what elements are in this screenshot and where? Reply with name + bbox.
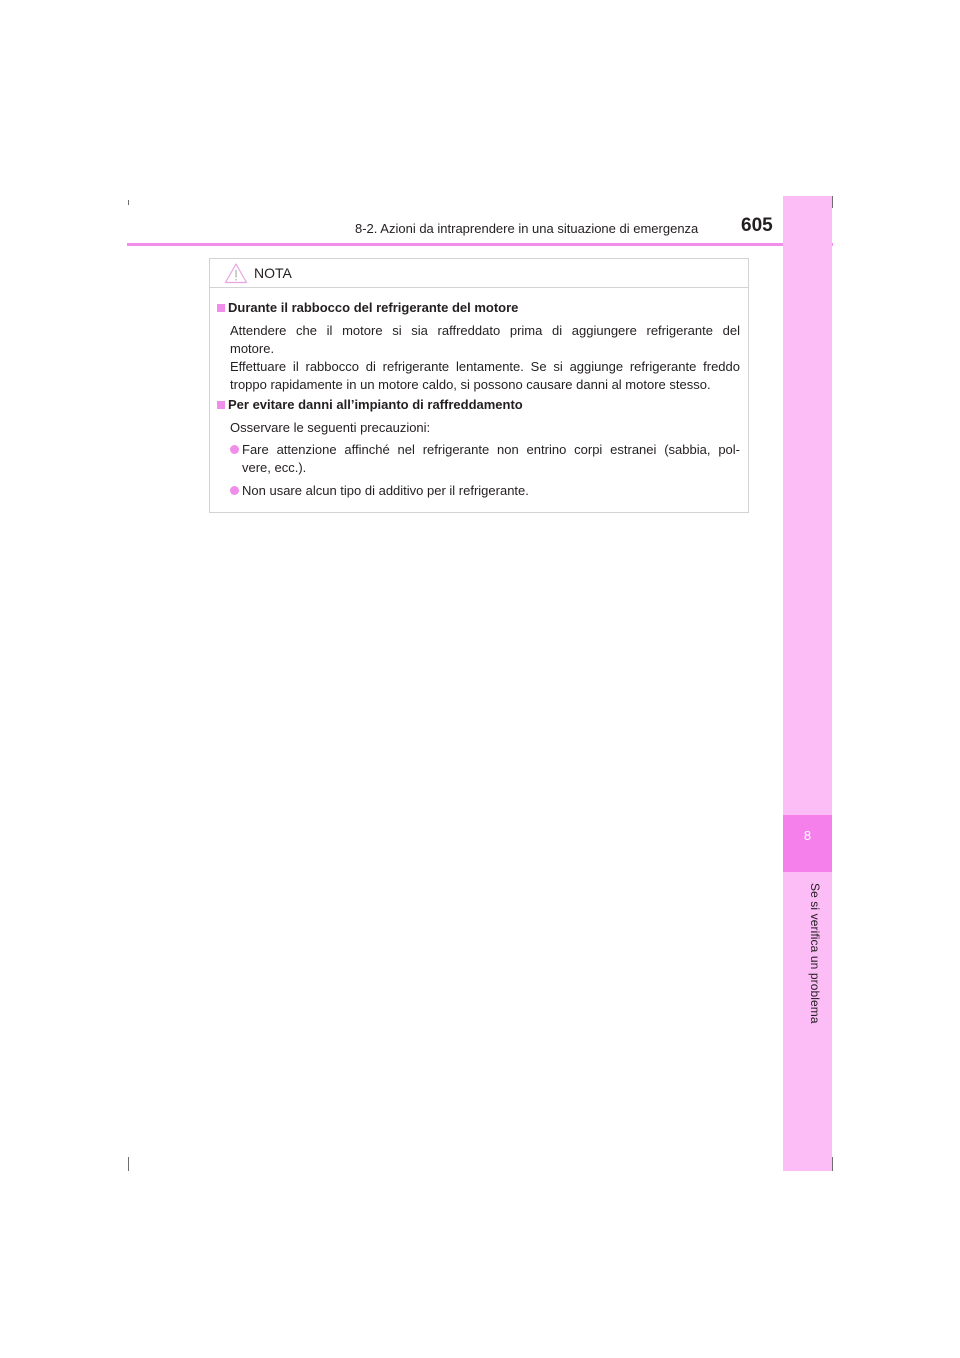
chapter-label: Se si verifica un problema bbox=[808, 883, 822, 1024]
crop-mark bbox=[832, 196, 833, 208]
paragraph-line: Attendere che il motore si sia raffreddato prima di aggiungere refrigerante del bbox=[230, 323, 740, 338]
crop-mark bbox=[832, 1157, 833, 1171]
page-number: 605 bbox=[741, 215, 773, 236]
chapter-number: 8 bbox=[803, 828, 812, 843]
section-heading: Per evitare danni all’impianto di raffreddamento bbox=[228, 397, 523, 412]
list-bullet-icon bbox=[230, 445, 239, 454]
paragraph-line: Osservare le seguenti precauzioni: bbox=[230, 420, 431, 435]
note-header bbox=[210, 259, 748, 288]
section-bullet-icon bbox=[217, 304, 225, 312]
paragraph-line: troppo rapidamente in un motore caldo, si possono causare danni al motore stesso. bbox=[230, 377, 711, 392]
section-title: 8-2. Azioni da intraprendere in una situazione di emergenza bbox=[355, 221, 699, 236]
list-bullet-icon bbox=[230, 486, 239, 495]
list-item-line: Non usare alcun tipo di additivo per il refrigerante. bbox=[242, 483, 529, 498]
section-bullet-icon bbox=[217, 401, 225, 409]
chapter-side-strip bbox=[783, 196, 832, 1171]
chapter-tab[interactable] bbox=[783, 815, 832, 872]
section-heading: Durante il rabbocco del refrigerante del motore bbox=[228, 300, 519, 315]
crop-mark bbox=[128, 200, 129, 205]
note-box bbox=[209, 258, 749, 513]
note-title: NOTA bbox=[254, 265, 292, 281]
warning-triangle-icon bbox=[224, 262, 248, 289]
paragraph-line: Effettuare il rabbocco di refrigerante lentamente. Se si aggiunge refrigerante freddo bbox=[230, 359, 740, 374]
header-rule bbox=[127, 243, 833, 246]
crop-mark bbox=[128, 1157, 129, 1171]
list-item-line: Fare attenzione affinché nel refrigerante non entrino corpi estranei (sabbia, pol- bbox=[242, 442, 740, 457]
paragraph-line: motore. bbox=[230, 341, 275, 356]
list-item-line: vere, ecc.). bbox=[242, 460, 307, 475]
